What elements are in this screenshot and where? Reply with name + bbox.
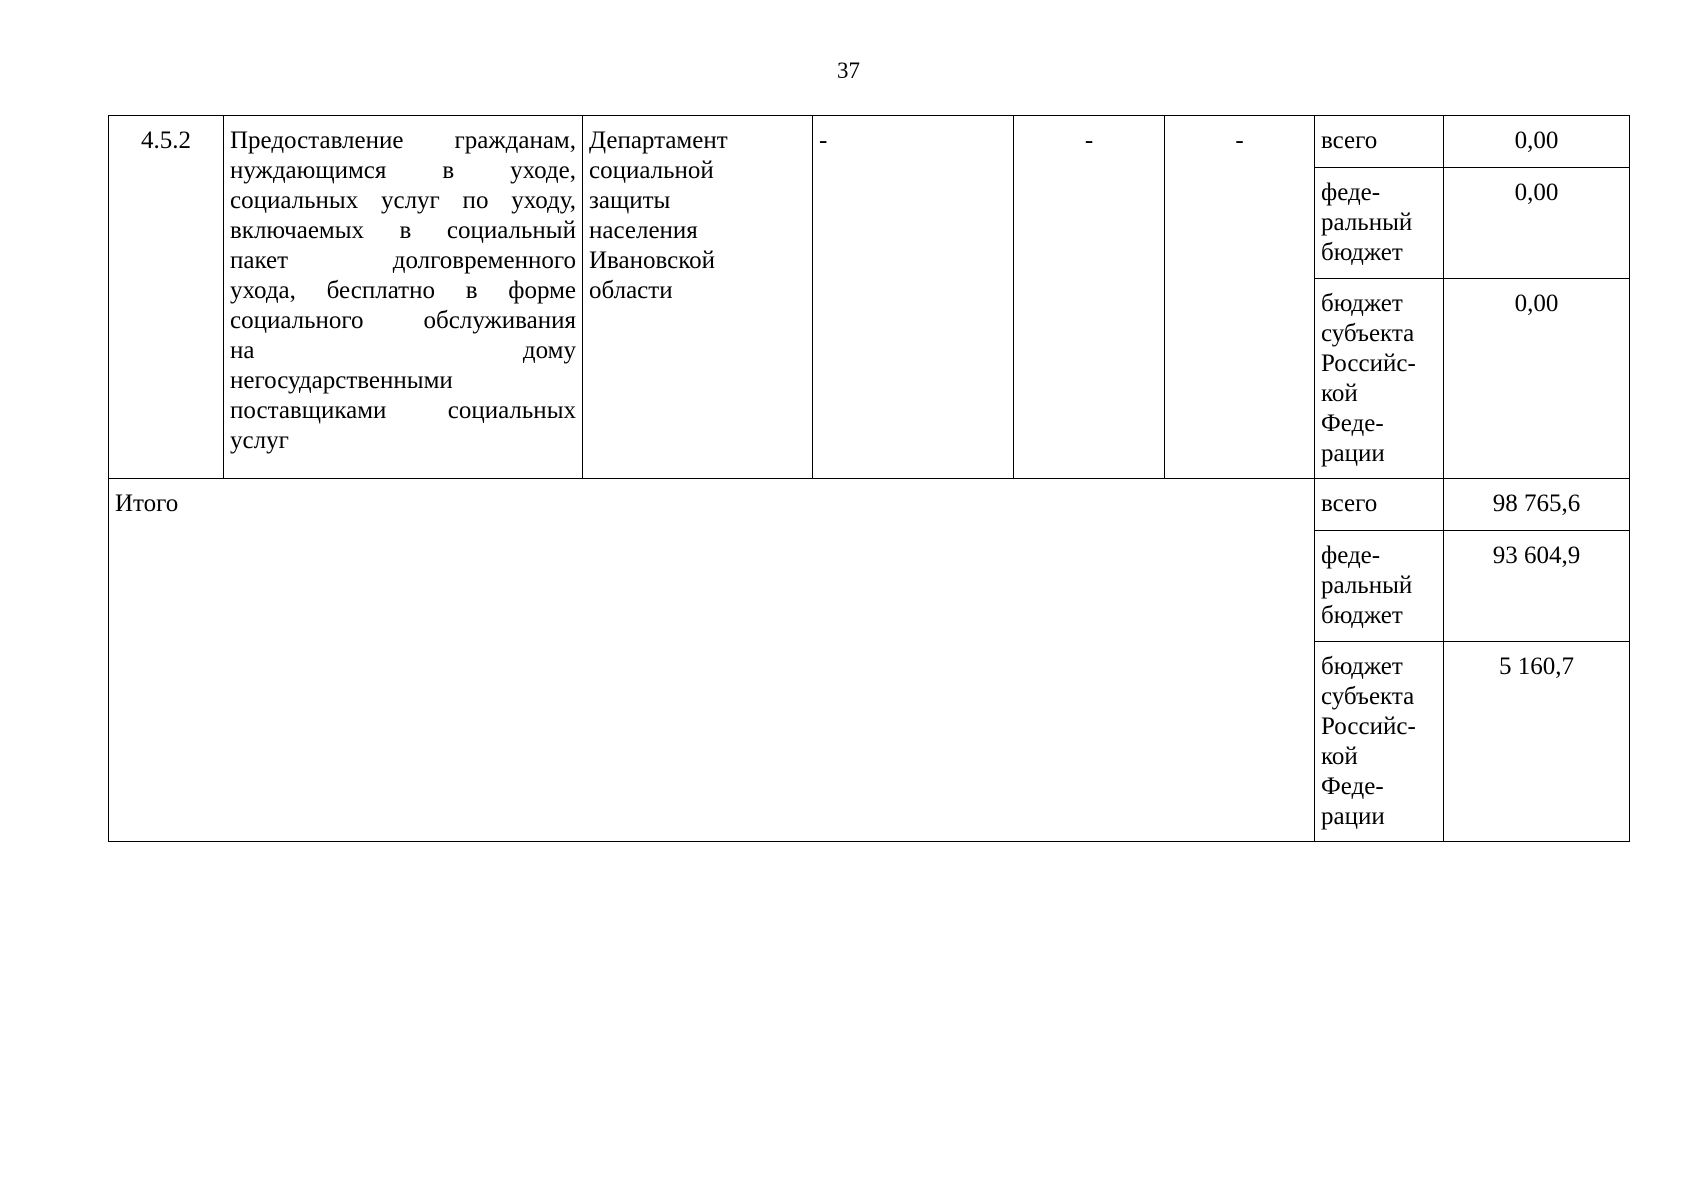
dash-cell: - — [1014, 116, 1165, 479]
total-source: бюджет субъекта Российс- кой Феде- рации — [1315, 642, 1444, 842]
total-row — [109, 479, 1630, 531]
item-description — [224, 116, 583, 479]
total-source: феде- ральный бюджет — [1315, 531, 1444, 642]
description-line: поставщиками социальных — [230, 397, 576, 424]
funding-amount: 0,00 — [1444, 279, 1630, 479]
description-line: включаемых в социальный — [230, 217, 576, 244]
funding-source: бюджет субъекта Российс- кой Феде- рации — [1315, 279, 1444, 479]
funding-amount: 0,00 — [1444, 116, 1630, 168]
page-number: 37 — [837, 58, 860, 83]
description-line: пакет долговременного — [230, 247, 576, 274]
item-code: 4.5.2 — [109, 116, 224, 479]
total-source: всего — [1315, 479, 1444, 531]
funding-amount: 0,00 — [1444, 168, 1630, 279]
funding-source: феде- ральный бюджет — [1315, 168, 1444, 279]
description-line: социальных услуг по уходу, — [230, 187, 576, 214]
description-line: социального обслуживания — [230, 307, 576, 334]
executor: Департамент социальной защиты населения Ивановской области — [583, 116, 813, 479]
dash-cell: - — [813, 116, 1014, 479]
description-line: услуг — [230, 427, 289, 454]
funding-source: всего — [1315, 116, 1444, 168]
total-label: Итого — [109, 479, 1315, 842]
total-amount: 93 604,9 — [1444, 531, 1630, 642]
description-line: Предоставление гражданам, — [230, 127, 576, 154]
description-line: негосударственными — [230, 367, 453, 394]
description-line: ухода, бесплатно в форме — [230, 277, 576, 304]
total-amount: 98 765,6 — [1444, 479, 1630, 531]
description-line: нуждающимся в уходе, — [230, 157, 576, 184]
table-row — [109, 116, 1630, 168]
total-amount: 5 160,7 — [1444, 642, 1630, 842]
dash-cell: - — [1165, 116, 1315, 479]
budget-table — [108, 115, 1630, 842]
description-line: на дому — [230, 337, 576, 364]
